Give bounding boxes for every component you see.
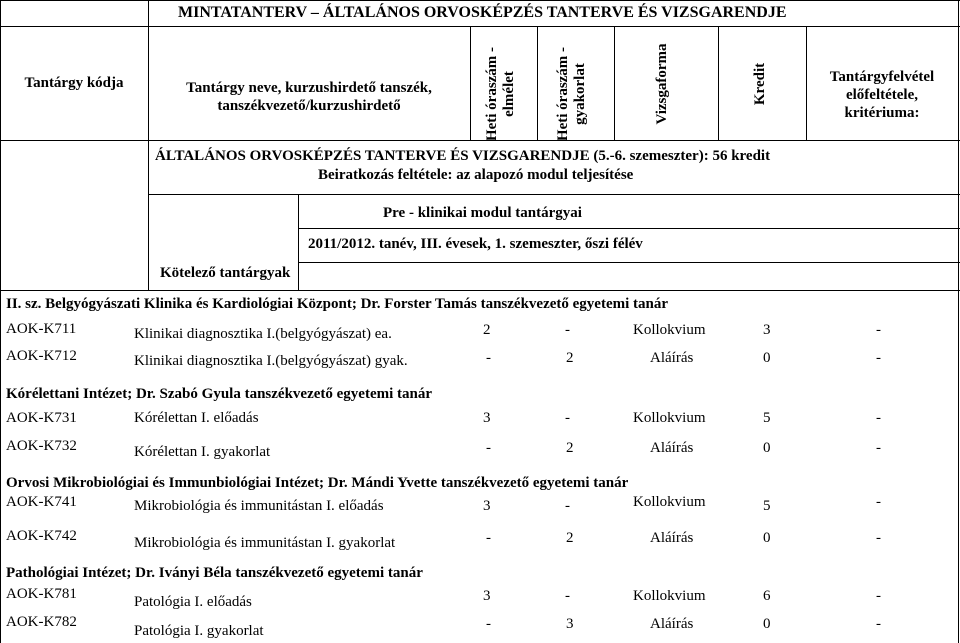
mandatory-label: Kötelező tantárgyak (160, 265, 291, 281)
header-code: Tantárgy kódja (24, 75, 124, 91)
course-name: Mikrobiológia és immunitástan I. gyakorlat (134, 535, 396, 551)
course-name: Kórélettan I. gyakorlat (134, 444, 271, 460)
prerequisite: - (876, 588, 881, 604)
exam-type: Aláírás (650, 350, 694, 366)
credit-col-divider (718, 26, 719, 140)
practice-hours: 3 (566, 616, 574, 632)
prerequisite: - (876, 350, 881, 366)
header-exam: Vizsgaforma (654, 43, 670, 125)
prerequisite: - (876, 616, 881, 632)
lecture-hours: - (486, 616, 491, 632)
course-name: Mikrobiológia és immunitástan I. előadás (134, 498, 384, 514)
lecture-hours: 3 (483, 588, 491, 604)
course-code: AOK-K741 (6, 494, 77, 510)
mandatory-col-divider (298, 194, 299, 290)
exam-type: Aláírás (650, 440, 694, 456)
credit-value: 5 (763, 498, 771, 514)
course-code: AOK-K731 (6, 410, 77, 426)
page-title: MINTATANTERV – ÁLTALÁNOS ORVOSKÉPZÉS TANTERVE ÉS VIZSGARENDJE (178, 4, 787, 21)
course-code: AOK-K711 (6, 321, 77, 337)
lecture-hours: 3 (483, 410, 491, 426)
module-divider (298, 228, 960, 229)
semester-info: 2011/2012. tanév, III. évesek, 1. szemeszter, őszi félév (308, 236, 643, 252)
lecture-hours: - (486, 530, 491, 546)
course-name: Klinikai diagnosztika I.(belgyógyászat) gyak. (134, 353, 408, 369)
lecture-hours: - (486, 440, 491, 456)
practice-hours: 2 (566, 350, 574, 366)
course-name: Patológia I. gyakorlat (134, 623, 264, 639)
title-divider (0, 26, 960, 27)
semester-divider (298, 262, 960, 263)
credit-value: 6 (763, 588, 771, 604)
header-credit: Kredit (752, 62, 768, 106)
section-title: ÁLTALÁNOS ORVOSKÉPZÉS TANTERVE ÉS VIZSGARENDJE (5.-6. szemeszter): 56 kredit (155, 148, 771, 164)
practice-hours: - (565, 410, 570, 426)
practice-hours: - (565, 588, 570, 604)
exam-type: Kollokvium (633, 410, 706, 426)
course-code: AOK-K712 (6, 348, 77, 364)
course-code: AOK-K782 (6, 614, 77, 630)
credit-value: 0 (763, 350, 771, 366)
practice-hours: 2 (566, 530, 574, 546)
practice-col-divider (537, 26, 538, 140)
credit-value: 5 (763, 410, 771, 426)
lecture-hours: - (486, 350, 491, 366)
enrollment-divider (148, 194, 960, 195)
department-title: Kórélettani Intézet; Dr. Szabó Gyula tanszékvezető egyetemi tanár (6, 386, 433, 402)
department-title: II. sz. Belgyógyászati Klinika és Kardiológiai Központ; Dr. Forster Tamás tanszékvezető egyetemi tanár (6, 296, 669, 312)
exam-type: Kollokvium (633, 588, 706, 604)
code-col-divider (148, 0, 149, 290)
prerequisite: - (876, 322, 881, 338)
table-border-right (958, 0, 959, 643)
course-code: AOK-K742 (6, 528, 77, 544)
header-practice: Heti óraszám - gyakorlat (555, 46, 588, 142)
practice-hours: - (565, 322, 570, 338)
lecture-hours: 2 (483, 322, 491, 338)
header-lecture: Heti óraszám - elmélet (484, 46, 517, 142)
lecture-hours: 3 (483, 498, 491, 514)
exam-type: Kollokvium (633, 494, 706, 510)
prerequisite: - (876, 494, 881, 510)
course-code: AOK-K781 (6, 586, 77, 602)
module-title: Pre - klinikai modul tantárgyai (383, 205, 582, 221)
lecture-col-divider (470, 26, 471, 140)
prerequisite: - (876, 410, 881, 426)
prerequisite: - (876, 530, 881, 546)
credit-value: 0 (763, 530, 771, 546)
table-border-left (0, 0, 1, 643)
info-divider (0, 290, 960, 291)
practice-hours: - (565, 498, 570, 514)
exam-col-divider (614, 26, 615, 140)
header-name: Tantárgy neve, kurzushirdető tanszék, tanszékvezető/kurzushirdető (186, 80, 432, 114)
header-prereq: Tantárgyfelvétel előfeltétele, kritériuma: (829, 69, 935, 121)
enrollment-condition: Beiratkozás feltétele: az alapozó modul teljesítése (318, 167, 634, 183)
credit-value: 3 (763, 322, 771, 338)
exam-type: Aláírás (650, 530, 694, 546)
credit-value: 0 (763, 616, 771, 632)
credit-value: 0 (763, 440, 771, 456)
course-name: Kórélettan I. előadás (134, 410, 259, 426)
department-title: Pathológiai Intézet; Dr. Iványi Béla tanszékvezető egyetemi tanár (6, 565, 423, 581)
exam-type: Aláírás (650, 616, 694, 632)
course-name: Patológia I. előadás (134, 594, 252, 610)
table-border-top (0, 0, 960, 1)
practice-hours: 2 (566, 440, 574, 456)
exam-type: Kollokvium (633, 322, 706, 338)
course-name: Klinikai diagnosztika I.(belgyógyászat) ea. (134, 326, 392, 342)
department-title: Orvosi Mikrobiológiai és Immunbiológiai Intézet; Dr. Mándi Yvette tanszékvezető egyetemi tanár (6, 475, 629, 491)
header-divider (0, 140, 960, 141)
prerequisite: - (876, 440, 881, 456)
course-code: AOK-K732 (6, 438, 77, 454)
